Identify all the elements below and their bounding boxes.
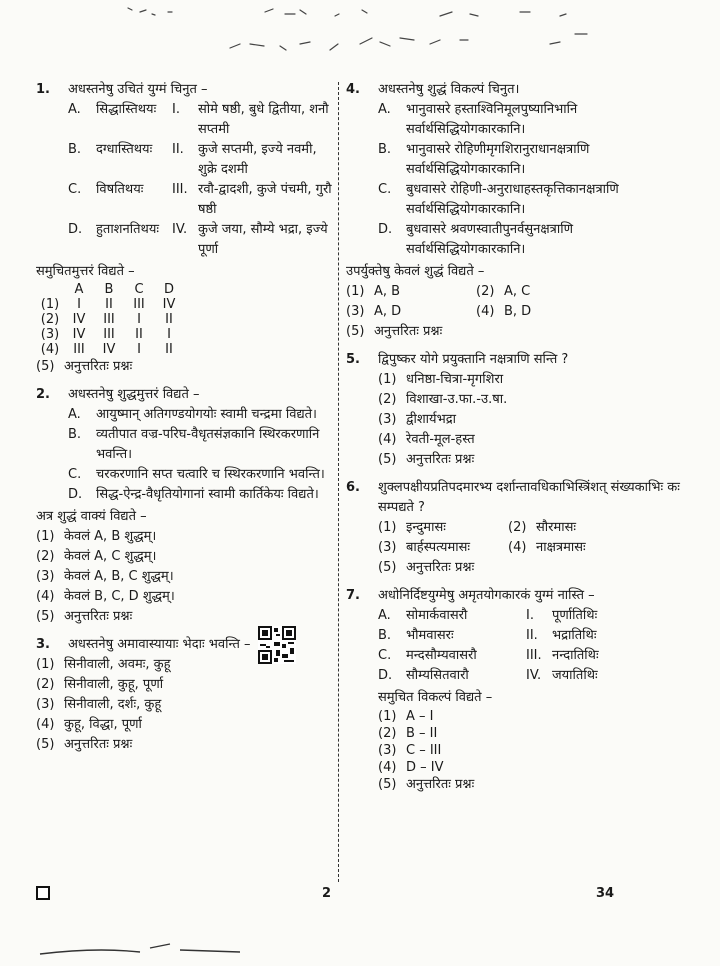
option-1[interactable]: (1) केवलं A, B शुद्धम्। [36,529,157,544]
question-text: अधोनिर्दिष्टयुग्मेषु अमृतयोगकारकं युग्मं नास्ति – [378,588,595,603]
option-2[interactable]: (2) सिनीवाली, कुहू, पूर्णा [36,677,164,692]
question-6 [346,478,684,578]
option-2[interactable]: (2) A, C [476,284,531,299]
question-text: द्विपुष्कर योगे प्रयुक्तानि नक्षत्राणि सन्ति ? [378,352,569,367]
statement: A. भानुवासरे हस्ताश्विनिमूलपुष्यानिभानि सर्वार्थसिद्धियोगकारकानि। [378,102,578,137]
question-5 [346,350,684,470]
option-1[interactable]: (1) सिनीवाली, अवमः, कुहू [36,657,171,672]
option-3[interactable]: (3) बार्हस्पत्यमासः [378,540,470,555]
option-2[interactable]: (2) [40,312,60,327]
question-text: अधस्तनेषु शुद्धं विकल्पं चिनुत। [378,82,520,97]
qr-code-icon [258,626,296,664]
answer-grid: A B C D (1) I II III IV (2) IV III I II (3) IV III II I (4) III IV I II [36,282,332,357]
question-text: अधस्तनेषु अमावास्यायाः भेदाः भवन्ति – [68,637,251,652]
option-3[interactable]: (3) केवलं A, B, C शुद्धम्। [36,569,174,584]
right-column [346,80,684,801]
option-1[interactable]: (1) A – I [378,709,434,724]
question-number: 1. [36,82,50,97]
option-3[interactable]: (3) सिनीवाली, दर्शः, कुहू [36,697,162,712]
question-number: 6. [346,480,360,495]
option-2[interactable]: (2) सौरमासः [508,520,577,535]
handwritten-scribbles [0,0,720,80]
option-5[interactable]: (5) अनुत्तरितः प्रश्नः [378,777,475,792]
option-4[interactable]: (4) B, D [476,304,532,319]
question-text: अधस्तनेषु उचितं युग्मं चिनुत – [68,82,208,97]
option-4[interactable]: (4) नाक्षत्रमासः [508,540,586,555]
question-number: 7. [346,588,360,603]
option-5[interactable]: (5) अनुत्तरितः प्रश्नः [378,452,475,467]
match-row: D. सौम्यसितवारौ IV. जयातिथिः [378,668,598,683]
statement: D. बुधवासरे श्रवणस्वातीपुनर्वसुनक्षत्राणि सर्वार्थसिद्धियोगकारकानि। [378,222,573,257]
prompt-text: अत्र शुद्धं वाक्यं विद्यते – [36,509,147,524]
option-4[interactable]: (4) [40,342,60,357]
statement: D. सिद्ध-ऐन्द्र-वैधृतियोगानां स्वामी कार्तिकेयः विद्यते। [68,487,319,502]
option-4[interactable]: (4) कुहू, विद्धा, पूर्णा [36,717,142,732]
option-2[interactable]: (2) B – II [378,726,438,741]
statement: B. भानुवासरे रोहिणीमृगशिरानुराधानक्षत्राणि सर्वार्थसिद्धियोगकारकानि। [378,142,590,177]
option-row [378,538,684,558]
question-number: 4. [346,82,360,97]
option-3[interactable]: (3) [40,327,60,342]
question-4 [346,80,684,342]
question-1 [36,80,332,377]
option-row [346,282,684,302]
prompt-text: समुचित विकल्पं विद्यते – [378,690,493,705]
match-row: A. सिद्धास्तिथयः I. सोमे षष्ठी, बुधे द्वितीया, शनौ सप्तमी [68,102,329,137]
option-2[interactable]: (2) केवलं A, C शुद्धम्। [36,549,157,564]
option-1[interactable]: (1) A, B [346,284,401,299]
question-text: अधस्तनेषु शुद्धमुत्तरं विद्यते – [68,387,200,402]
option-2[interactable]: (2) विशाखा-उ.फा.-उ.षा. [378,392,508,407]
prompt-text: समुचितमुत्तरं विद्यते – [36,264,135,279]
match-row: C. मन्दसौम्यवासरौ III. नन्दातिथिः [378,648,599,663]
option-3[interactable]: (3) C – III [378,743,442,758]
option-4[interactable]: (4) रेवती-मूल-हस्त [378,432,475,447]
question-number: 3. [36,637,50,652]
match-row: B. दग्धास्तिथयः II. कुजे सप्तमी, इज्ये नवमी, शुक्रे दशमी [68,142,317,177]
question-number: 2. [36,387,50,402]
booklet-number: 34 [596,886,615,901]
question-7 [346,586,684,793]
option-1[interactable]: (1) इन्दुमासः [378,520,446,535]
corner-mark-icon [36,886,50,900]
option-3[interactable]: (3) द्वीशार्यभद्रा [378,412,456,427]
question-number: 5. [346,352,360,367]
option-5[interactable]: (5) अनुत्तरितः प्रश्नः [378,560,475,575]
match-row: B. भौमवासरः II. भद्रातिथिः [378,628,597,643]
option-5[interactable]: (5) अनुत्तरितः प्रश्नः [346,324,443,339]
option-row [346,302,684,322]
option-1[interactable]: (1) [40,297,60,312]
option-4[interactable]: (4) केवलं B, C, D शुद्धम्। [36,589,175,604]
statement: B. व्यतीपात वज्र-परिघ-वैधृतसंज्ञकानि स्थिरकरणानि भवन्ति। [68,427,320,462]
option-4[interactable]: (4) D – IV [378,760,444,775]
option-5[interactable]: (5) अनुत्तरितः प्रश्नः [36,737,133,752]
statement: A. आयुष्मान् अतिगण्डयोगयोः स्वामी चन्द्रमा विद्यते। [68,407,317,422]
option-5[interactable]: (5) अनुत्तरितः प्रश्नः [36,359,133,374]
question-2 [36,385,332,627]
match-row: D. हुताशनतिथयः IV. कुजे जया, सौम्ये भद्रा, इज्ये पूर्णा [68,222,328,257]
option-1[interactable]: (1) धनिष्ठा-चित्रा-मृगशिरा [378,372,504,387]
column-divider [338,82,340,882]
option-5[interactable]: (5) अनुत्तरितः प्रश्नः [36,609,133,624]
page-number: 2 [322,886,332,901]
statement: C. चरकरणानि सप्त चत्वारि च स्थिरकरणानि भवन्ति। [68,467,325,482]
bottom-scribble [0,930,720,966]
option-3[interactable]: (3) A, D [346,304,402,319]
option-row [378,518,684,538]
statement: C. बुधवासरे रोहिणी-अनुराधाहस्तकृत्तिकानक्षत्राणि सर्वार्थसिद्धियोगकारकानि। [378,182,619,217]
match-row: A. सोमार्कवासरौ I. पूर्णातिथिः [378,608,598,623]
prompt-text: उपर्युक्तेषु केवलं शुद्धं विद्यते – [346,264,485,279]
match-row: C. विषतिथयः III. रवौ-द्वादशी, कुजे पंचमी, गुरौ षष्ठी [68,182,332,217]
question-text: शुक्लपक्षीयप्रतिपदमारभ्य दर्शान्तावधिकाभिस्त्रिंशत् संख्यकाभिः कः सम्पद्यते ? [378,480,680,515]
